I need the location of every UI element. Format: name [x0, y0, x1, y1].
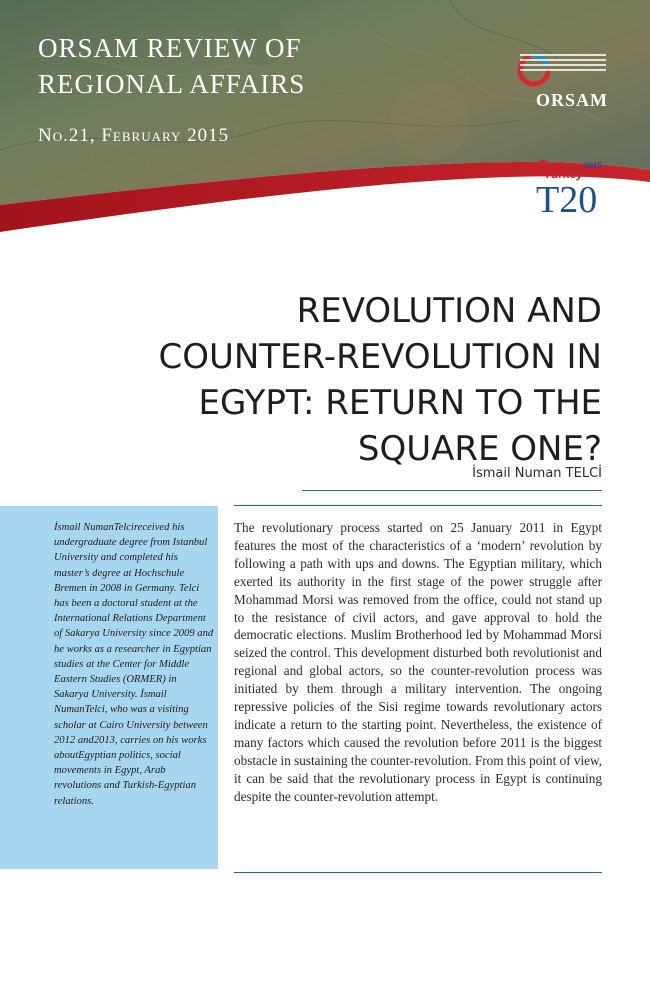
t20-turkey-text: Turkey: [544, 167, 584, 181]
orsam-logo: [516, 52, 626, 142]
orsam-subtitle-lines: [516, 52, 610, 76]
orsam-wordmark: ORSAM: [536, 90, 608, 110]
abstract-bottom-rule: [234, 872, 602, 873]
abstract-text: The revolutionary process started on 25 January 2011 in Egypt features the most of the characteristics of a ‘modern’ revolution by following a path with ups and downs. The Egyptian military, which exerted its authority in the first stage of the power struggle after Mohammad Morsi was removed from the office, could not stand up to the resistance of civil actors, and gave approval to hold the democratic elections. Muslim Brotherhood led by Mohammad Morsi seized the control. This development disturbed both revolutionist and regional and global actors, so the counter-revolution process was initiated by them through a military intervention. The ongoing repressive policies of the Sisi regime towards revolutionary actors indicate a return to the starting point. Nevertheless, the existence of many factors which caused the revolution before 2011 is the biggest obstacle in sustaining the counter-revolution. From this point of view, it can be said that the revolutionary process in Egypt is continuing despite the counter-revolution attempt.: [234, 520, 602, 804]
t20-year: 2015: [584, 161, 602, 170]
author-rule: [302, 490, 602, 491]
issue-number-date: No.21, February 2015: [38, 125, 230, 146]
abstract-top-rule: [234, 505, 602, 506]
article-author: İsmail Numan TELCİ: [472, 466, 602, 481]
author-bio: İsmail NumanTelcireceived his undergraduate degree from Istanbul University and completed his master’s degree at Hochschule Bremen in 2008 in Germany. Telci has been a doctoral student at the International Relations Department of Sakarya University since 2009 and he works as a researcher in Egyptian studies at the Center for Middle Eastern Studies (ORMER) in Sakarya University. İsmail NumanTelci, who was a visiting scholar at Cairo University between 2012 and2013, carries on his works aboutEgyptian politics, social movements in Egypt, Arab revolutions and Turkish-Egyptian relations.: [54, 522, 214, 807]
t20-logo: [530, 156, 610, 220]
t20-mark: T20: [536, 179, 598, 220]
article-title: REVOLUTION AND COUNTER-REVOLUTION IN EGYPT: RETURN TO THE SQUARE ONE?: [158, 291, 602, 469]
series-title: ORSAM REVIEW OF REGIONAL AFFAIRS: [38, 33, 306, 99]
